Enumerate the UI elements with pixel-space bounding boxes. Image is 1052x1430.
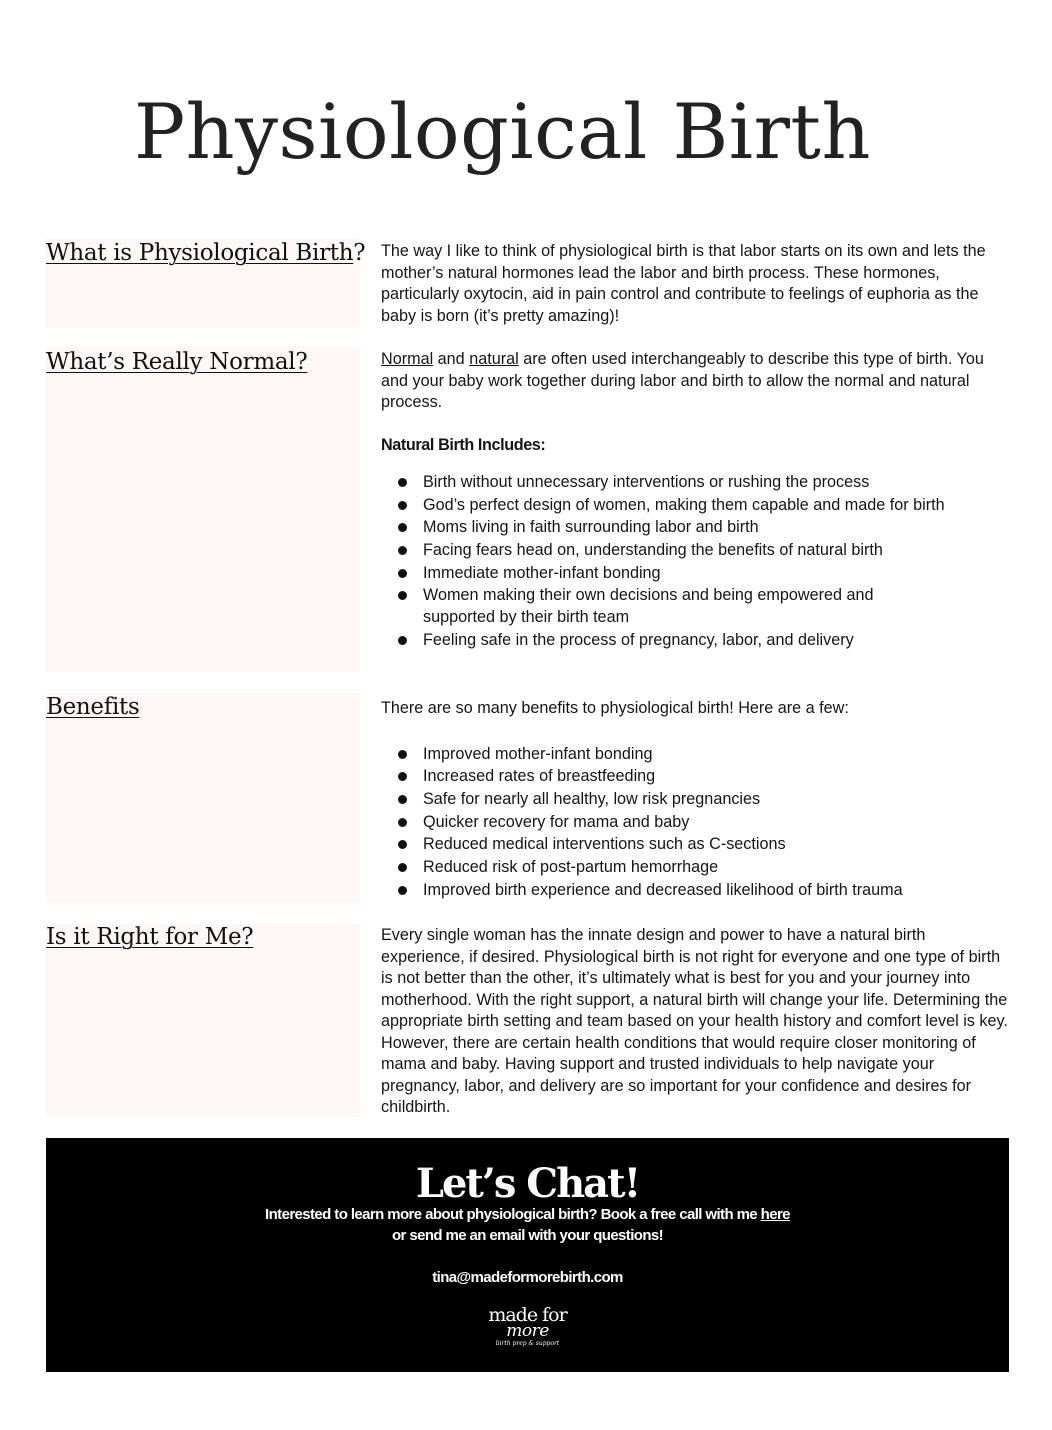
what-is-paragraph: The way I like to think of physiological birth is that labor starts on its own and lets the mother’s natural hormones lead the labor and birth process. These hormones, particularly oxytocin, aid in pain control and contribute to feelings of euphoria as the baby is born (it’s pretty amazing)! (381, 242, 986, 325)
section-body-what-is (381, 241, 1009, 327)
list-item: Birth without unnecessary interventions or rushing the process (381, 472, 1009, 494)
made-for-more-logo (46, 1306, 1009, 1348)
right-paragraph: Every single woman has the innate design and power to have a natural birth experience, if desired. Physiological birth is not right for everyone and one type of birth is not better than the other, it’s ultimately what is best for you and your journey into motherhood. With the right support, a natural birth will change your life. Determining the appropriate birth setting and team based on your health history and comfort level is key. However, there are certain health conditions that would require closer monitoring of mama and baby. Having support and trusted individuals to help navigate your pregnancy, labor, and delivery are so important for your confidence and desires for childbirth. (381, 926, 1008, 1116)
list-item: Improved mother-infant bonding (381, 744, 1009, 766)
section-heading-what-is (46, 240, 365, 266)
natural-link: natural (469, 350, 519, 368)
section-heading-what-is-mark: ? (353, 240, 366, 266)
natural-birth-list (381, 472, 1009, 651)
benefits-intro: There are so many benefits to physiological birth! Here are a few: (381, 699, 849, 717)
chat-title: Let’s Chat! (415, 1160, 640, 1207)
section-heading-right: Is it Right for Me? (46, 924, 254, 950)
section-label-box-normal (46, 347, 360, 672)
section-body-normal (381, 349, 1009, 652)
logo-line-mid: more (506, 1321, 549, 1341)
lets-chat-banner (46, 1138, 1009, 1372)
section-body-right (381, 925, 1009, 1119)
email-link[interactable]: tina@madeformorebirth.com (432, 1269, 623, 1286)
section-body-benefits (381, 698, 1009, 902)
list-item: Immediate mother-infant bonding (381, 563, 1009, 585)
section-heading-benefits: Benefits (46, 694, 140, 720)
natural-birth-subheading: Natural Birth Includes: (381, 435, 546, 454)
section-heading-what-is-text: What is Physiological Birth (46, 240, 354, 266)
normal-and: and (437, 350, 465, 368)
list-item: Women making their own decisions and being empowered and supported by their birth team (381, 585, 1009, 628)
section-label-box-benefits (46, 693, 360, 903)
logo-line-top: made for (488, 1304, 567, 1326)
logo-tagline: birth prep & support (495, 1340, 560, 1347)
section-label-box-right (46, 924, 360, 1117)
chat-line-1-text: Interested to learn more about physiological birth? Book a free call with me (265, 1206, 758, 1223)
list-item: Reduced risk of post-partum hemorrhage (381, 857, 1009, 879)
normal-paragraph (381, 349, 1009, 414)
list-item: Safe for nearly all healthy, low risk pregnancies (381, 789, 1009, 811)
list-item: Improved birth experience and decreased likelihood of birth trauma (381, 880, 1009, 902)
normal-rest: are often used interchangeably to describe this type of birth. You and your baby work together during labor and birth to allow the normal and natural process. (381, 350, 984, 411)
list-item: God’s perfect design of women, making them capable and made for birth (381, 495, 1009, 517)
list-item: Facing fears head on, understanding the benefits of natural birth (381, 540, 1009, 562)
chat-line-1 (46, 1206, 1009, 1223)
chat-line-2: or send me an email with your questions! (391, 1227, 664, 1244)
list-item: Feeling safe in the process of pregnancy, labor, and delivery (381, 630, 1009, 652)
list-item: Increased rates of breastfeeding (381, 766, 1009, 788)
benefits-list (381, 744, 1009, 902)
list-item: Quicker recovery for mama and baby (381, 812, 1009, 834)
list-item: Reduced medical interventions such as C-sections (381, 834, 1009, 856)
list-item: Moms living in faith surrounding labor and birth (381, 517, 1009, 539)
section-heading-normal: What’s Really Normal? (46, 349, 308, 375)
normal-link: Normal (381, 350, 434, 368)
book-call-link[interactable]: here (760, 1206, 790, 1223)
page-title: Physiological Birth (134, 87, 871, 176)
